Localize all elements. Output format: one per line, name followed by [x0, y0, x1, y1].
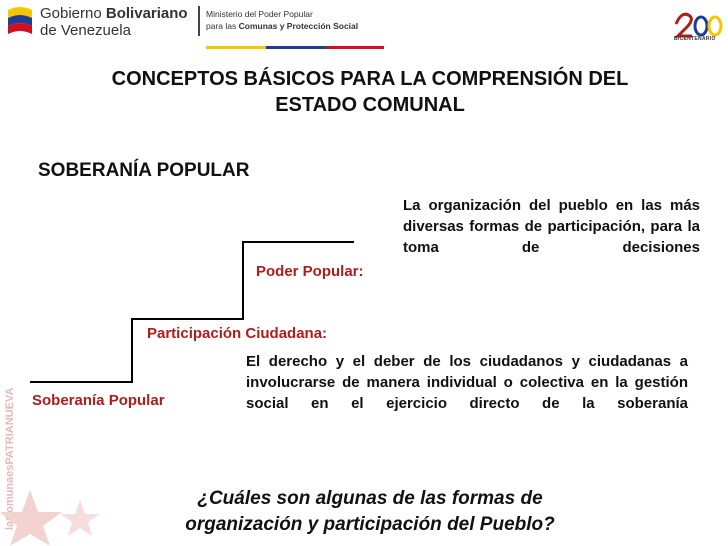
question-line1: ¿Cuáles son algunas de las formas de — [197, 488, 543, 509]
soberania-popular-label: Soberanía Popular — [32, 392, 165, 409]
title-line2: ESTADO COMUNAL — [275, 94, 465, 116]
ministry-line2: para las Comunas y Protección Social — [206, 21, 359, 31]
flag-color-stripe — [206, 36, 384, 39]
step-line-middle — [131, 318, 243, 320]
poder-popular-description: La organización del pueblo en las más diversas formas de participación, para la toma de decisiones — [403, 197, 700, 256]
closing-question — [100, 486, 640, 538]
participacion-description: El derecho y el deber de los ciudadanos y ciudadanas a involucrarse de manera individual o colectiva en la gestión social en el ejercicio directo de la soberanía — [246, 353, 688, 412]
venezuela-flag-icon — [6, 4, 34, 38]
poder-popular-label: Poder Popular: — [256, 263, 364, 280]
header — [0, 0, 728, 48]
bicentenario-text: BICENTENARIO — [674, 36, 716, 42]
step-line-top — [242, 241, 354, 243]
header-divider — [198, 6, 200, 36]
ministry-line1: Ministerio del Poder Popular — [206, 9, 313, 19]
title-line1: CONCEPTOS BÁSICOS PARA LA COMPRENSIÓN DEL — [111, 68, 629, 90]
step-riser-1 — [131, 318, 133, 383]
question-line2: organización y participación del Pueblo? — [185, 514, 555, 535]
slide-title — [50, 66, 690, 118]
gov-brand-line1: Gobierno Bolivariano — [40, 5, 188, 22]
watermark-text: laComunaesPATRIANUEVA — [4, 387, 16, 530]
step-line-bottom — [30, 381, 132, 383]
gov-brand-line2: de Venezuela — [40, 22, 131, 39]
star-decoration-icon — [0, 460, 110, 546]
section-subtitle: SOBERANÍA POPULAR — [38, 160, 250, 181]
participacion-ciudadana-label: Participación Ciudadana: — [147, 325, 328, 342]
step-riser-2 — [242, 241, 244, 320]
